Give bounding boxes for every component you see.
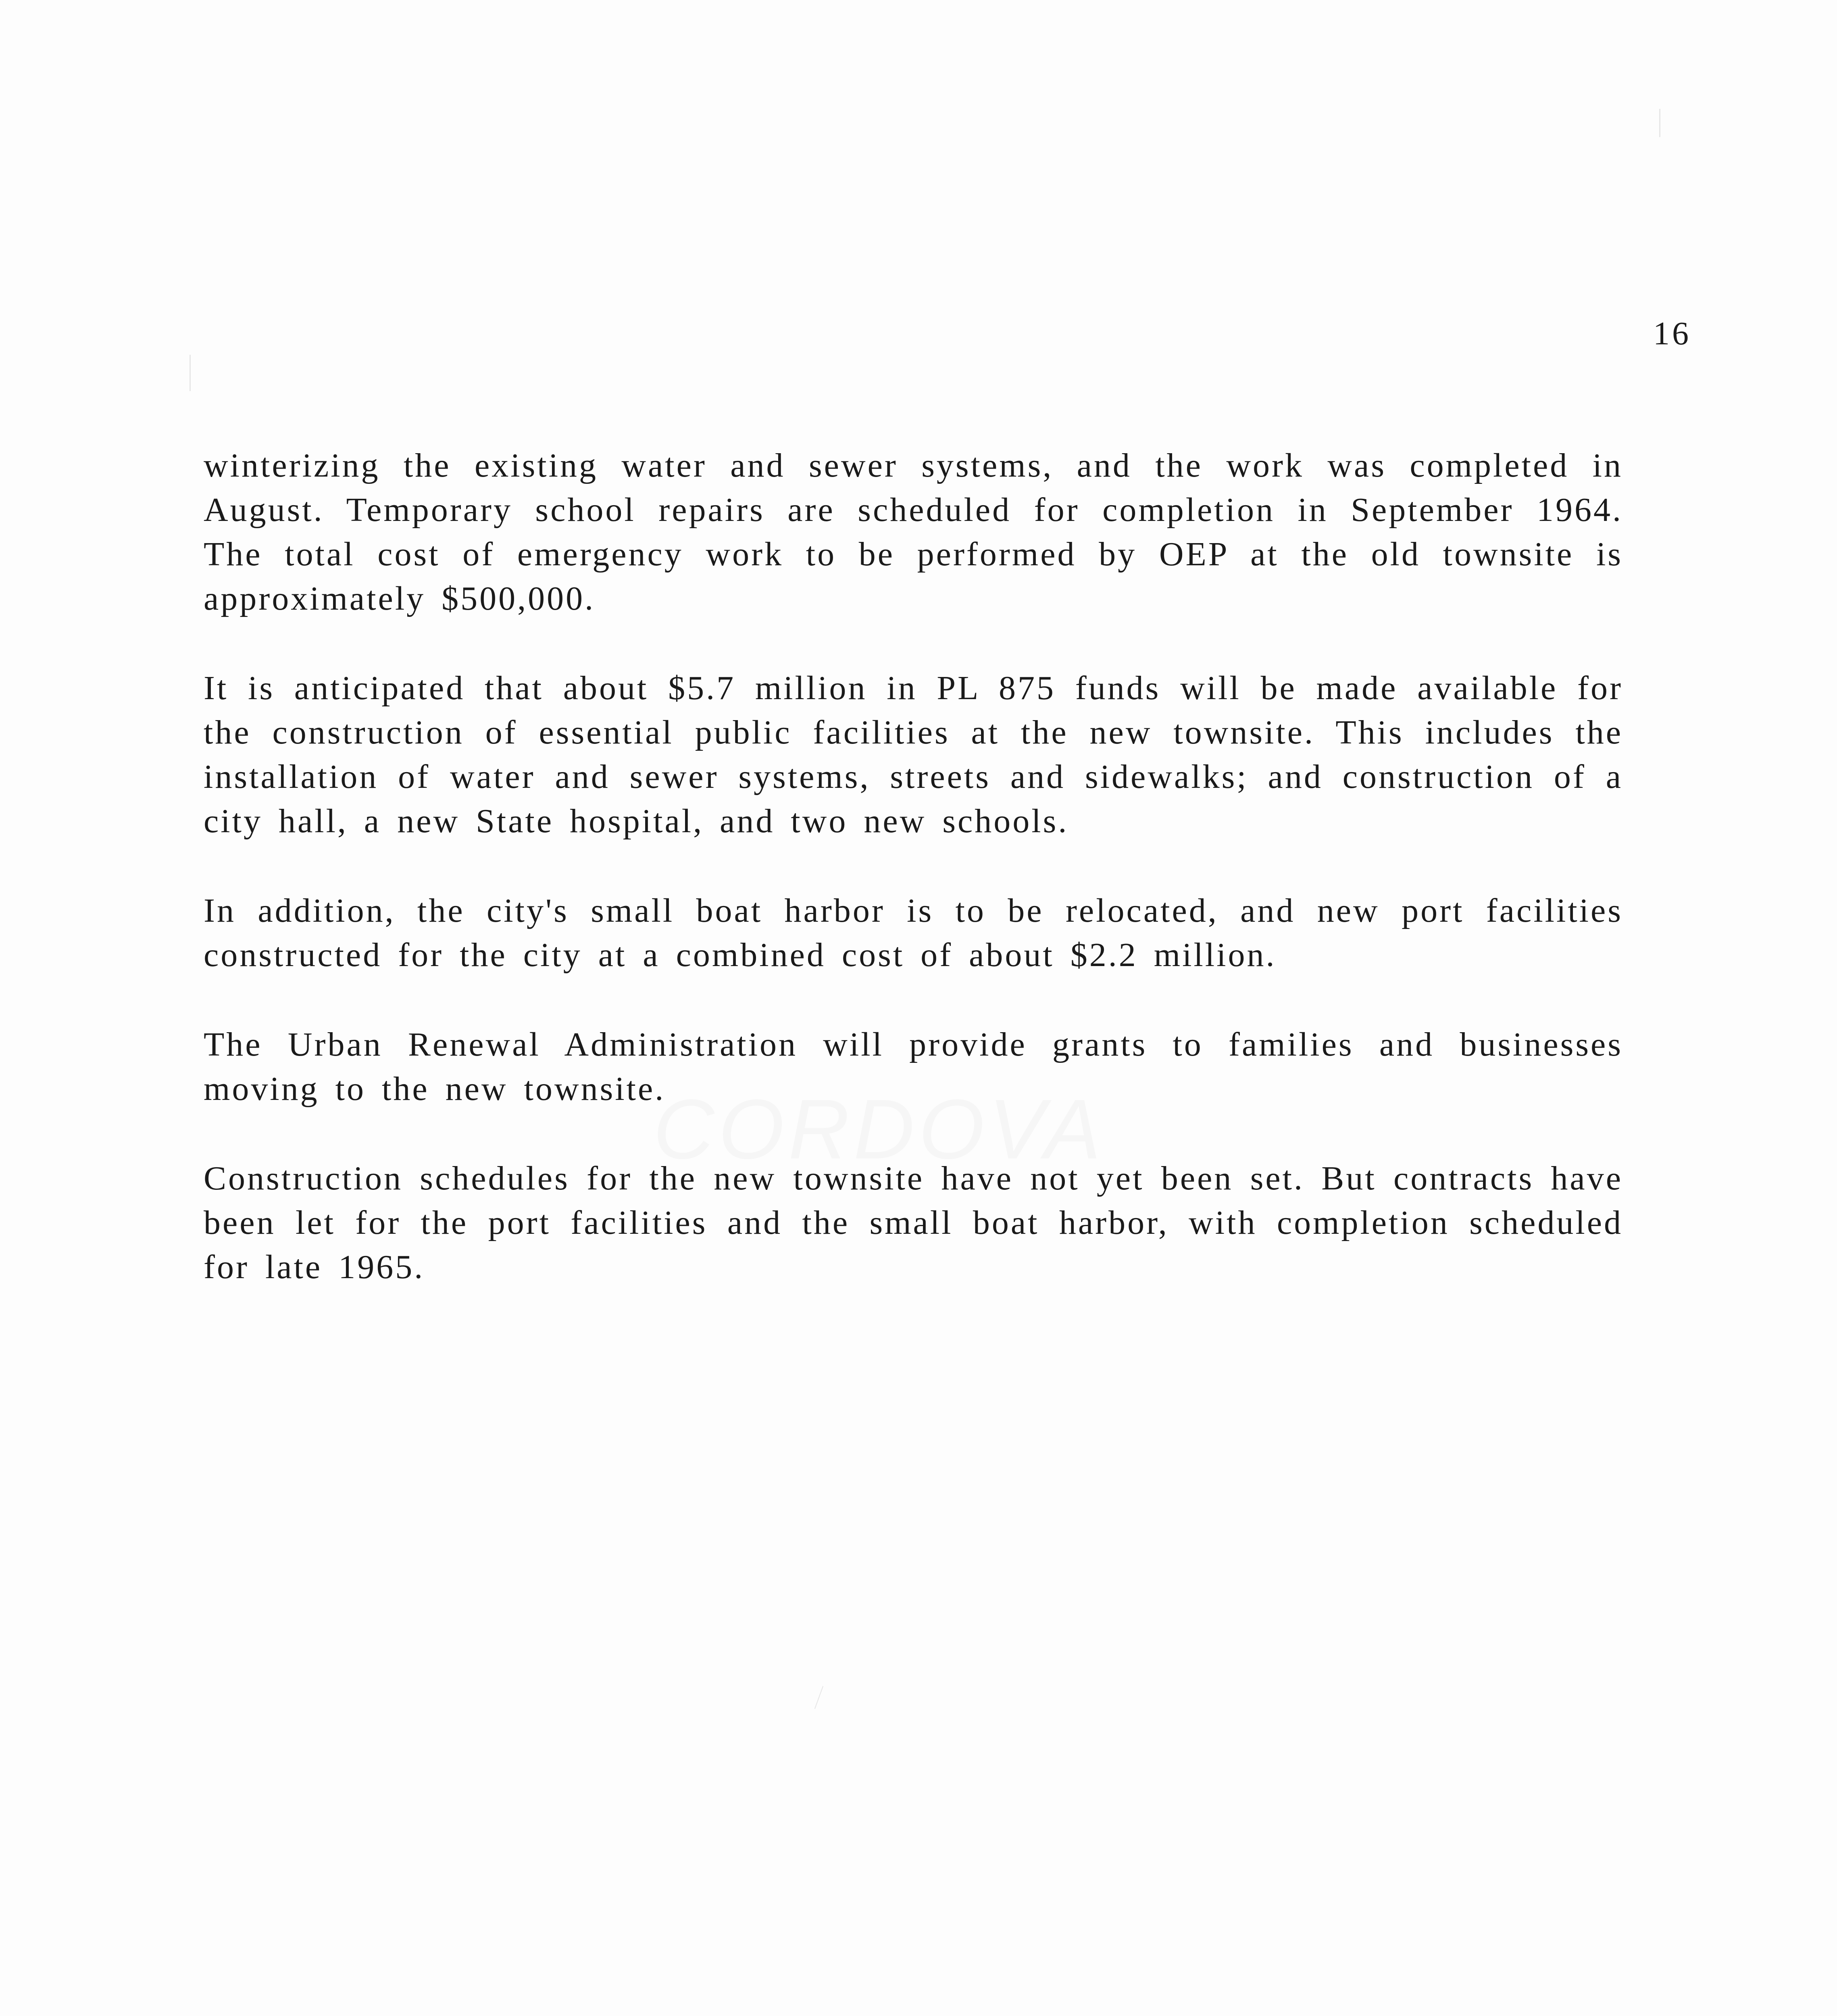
paragraph-2: It is anticipated that about $5.7 million in PL 875 funds will be made available for the construction of essential public facilities at the new townsite. This includes the installation of water and sewer systems, streets and sidewalks; and construction of a city hall, a new State hospital, and two new schools. [204,669,1623,840]
scan-mark [1659,109,1660,137]
paragraph-5: Construction schedules for the new townsite have not yet been set. But contracts have been let for the port facilities and the small boat harbor, with completion scheduled for late 1965. [204,1160,1623,1286]
scan-mark [190,355,191,391]
paragraph-4: The Urban Renewal Administration will provide grants to families and businesses moving to the new townsite. [204,1026,1623,1108]
paragraph-3: In addition, the city's small boat harbor is to be relocated, and new port facilities constructed for the city at a combined cost of about $2.2 million. [204,892,1623,974]
paragraph-1: winterizing the existing water and sewer systems, and the work was completed in August. Temporary school repairs are scheduled for completion in September 1964. The total cost of emergency work to be performed by OEP at the old townsite is approximately $500,000. [204,447,1623,617]
scan-mark [814,1686,823,1709]
watermark: CORDOVA [653,1082,1105,1177]
document-body [204,444,1623,1335]
page-number: 16 [1653,315,1691,352]
